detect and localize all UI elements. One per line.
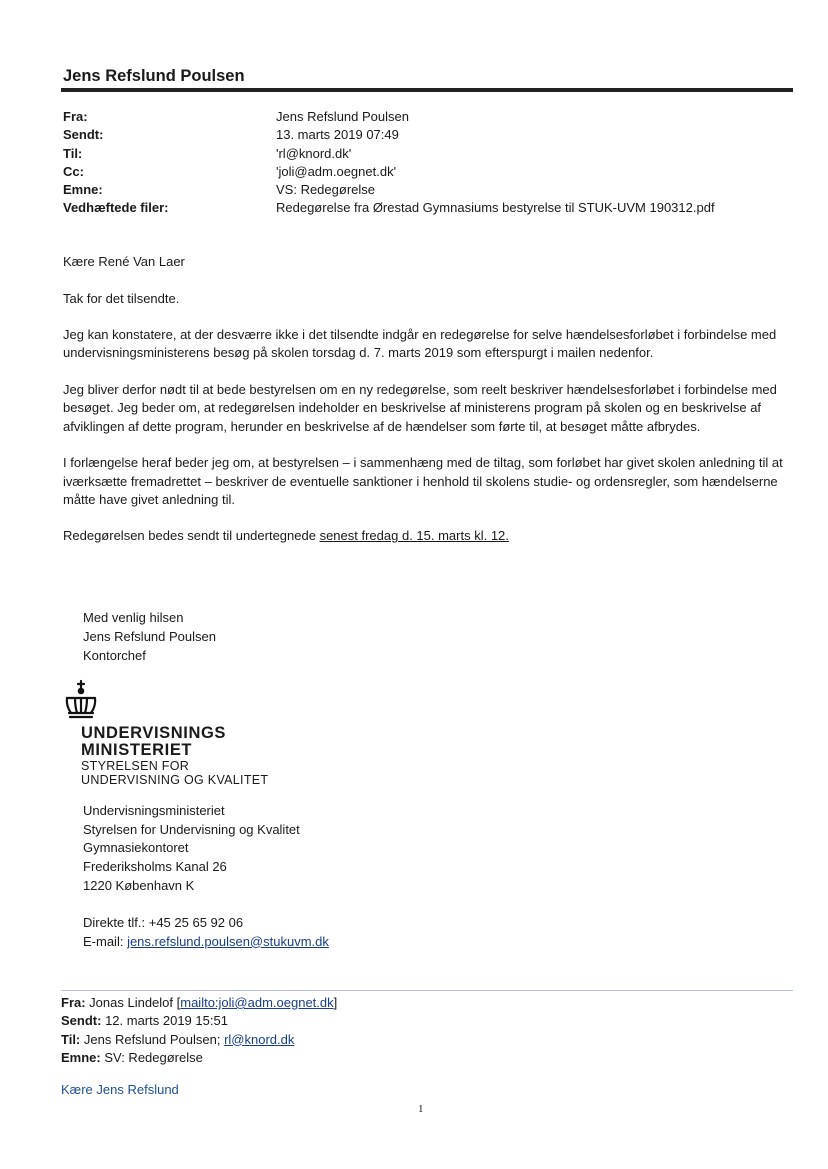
mailto-link[interactable]: mailto:joli@adm.oegnet.dk [180, 995, 334, 1010]
header-value: 13. marts 2019 07:49 [276, 127, 399, 143]
paragraph: Jeg kan konstatere, at der desværre ikke i det tilsendte indgår en redegørelse for selve hændelsesforløbet i forbindelse med undervisningsministerens besøg på skolen torsdag d. 7. marts 2019 som efterspurgt i mailen nedenfor. [63, 327, 777, 361]
logo-line: UNDERVISNING OG KVALITET [81, 773, 269, 787]
email-header [63, 108, 715, 218]
deadline-paragraph [63, 527, 798, 545]
field-label: Til: [61, 1031, 81, 1047]
email-link[interactable]: rl@knord.dk [224, 1031, 295, 1047]
header-key: Til: [63, 145, 83, 161]
email-line [83, 933, 329, 952]
deadline-prefix: Redegørelsen bedes sendt til undertegnede [63, 528, 320, 544]
forwarded-subject [61, 1049, 337, 1067]
logo-line: MINISTERIET [81, 741, 193, 759]
crown-icon [62, 679, 100, 721]
header-row-cc [63, 163, 715, 181]
field-label: Sendt: [61, 1013, 102, 1029]
page-title: Jens Refslund Poulsen [63, 67, 245, 85]
postal-address [83, 802, 300, 896]
header-key: Emne: [63, 182, 103, 198]
header-value: 'rl@knord.dk' [276, 145, 352, 161]
field-value: SV: Redegørelse [100, 1049, 203, 1065]
address-line: Frederiksholms Kanal 26 [83, 859, 227, 875]
forwarded-greeting: Kære Jens Refslund [61, 1082, 179, 1097]
email-link[interactable]: jens.refslund.poulsen@stukuvm.dk [127, 933, 329, 949]
greeting: Kære René Van Laer [63, 254, 185, 269]
signature-name: Jens Refslund Poulsen [83, 629, 216, 644]
field-label: Fra: [61, 995, 86, 1010]
title-rule [61, 88, 793, 92]
header-key: Fra: [63, 109, 88, 124]
header-value: VS: Redegørelse [276, 182, 375, 198]
paragraph: I forlængelse heraf beder jeg om, at bestyrelsen – i sammenhæng med de tiltag, som forløbet har givet skolen anledning til at iværksætte fremadrettet – beskriver de eventuelle sanktioner i henhold til skolens studie- og ordensregler, som hændelserne måtte have givet anledning til. [63, 455, 783, 507]
logo-line: STYRELSEN FOR [81, 759, 190, 773]
paragraph: Tak for det tilsendte. [63, 290, 180, 306]
header-row-attachments [63, 199, 715, 217]
paragraph: Jeg bliver derfor nødt til at bede bestyrelsen om en ny redegørelse, som reelt beskriver hændelsesforløbet i forbindelse med besøget. Jeg beder om, at redegørelsen indeholder en beskrivelse af ministerens program på skolen og en beskrivelse af afviklingen af dette program, herunder en beskrivelse af de hændelser som førte til, at besøget måtte afbrydes. [63, 382, 777, 434]
forwarded-to [61, 1031, 337, 1049]
signature-role: Kontorchef [83, 648, 146, 663]
header-row-subject [63, 181, 715, 199]
header-row-to [63, 145, 715, 163]
ministry-logo [81, 725, 268, 787]
signature-closing: Med venlig hilsen [83, 610, 184, 625]
field-label: Emne: [61, 1049, 101, 1065]
field-value: 12. marts 2019 15:51 [101, 1013, 228, 1029]
forward-divider [61, 990, 793, 991]
forwarded-sent [61, 1012, 337, 1030]
forwarded-header [61, 994, 337, 1067]
header-key: Cc: [63, 163, 84, 179]
header-row-from [63, 108, 715, 126]
address-line: Styrelsen for Undervisning og Kvalitet [83, 821, 300, 837]
header-value: Jens Refslund Poulsen [276, 109, 409, 124]
header-key: Vedhæftede filer: [63, 200, 169, 216]
attachment-filename[interactable]: Redegørelse fra Ørestad Gymnasiums bestyrelse til STUK-UVM 190312.pdf [276, 200, 715, 216]
signature [83, 608, 216, 665]
field-value: Jonas Lindelof [ [85, 995, 181, 1010]
address-line: 1220 København K [83, 877, 195, 893]
header-row-sent [63, 126, 715, 144]
email-body [63, 253, 798, 564]
field-value: Jens Refslund Poulsen; [80, 1031, 225, 1047]
forwarded-from [61, 994, 337, 1012]
logo-line: UNDERVISNINGS [81, 724, 227, 742]
address-line: Gymnasiekontoret [83, 840, 189, 856]
header-value: 'joli@adm.oegnet.dk' [276, 163, 397, 179]
phone-number: Direkte tlf.: +45 25 65 92 06 [83, 915, 244, 930]
address-line: Undervisningsministeriet [83, 803, 225, 818]
header-key: Sendt: [63, 127, 104, 143]
page-number: 1 [418, 1103, 424, 1115]
deadline-text: senest fredag d. 15. marts kl. 12. [319, 528, 509, 544]
contact-info [83, 914, 329, 951]
email-label: E-mail: [83, 933, 128, 949]
bracket: ] [333, 995, 338, 1010]
